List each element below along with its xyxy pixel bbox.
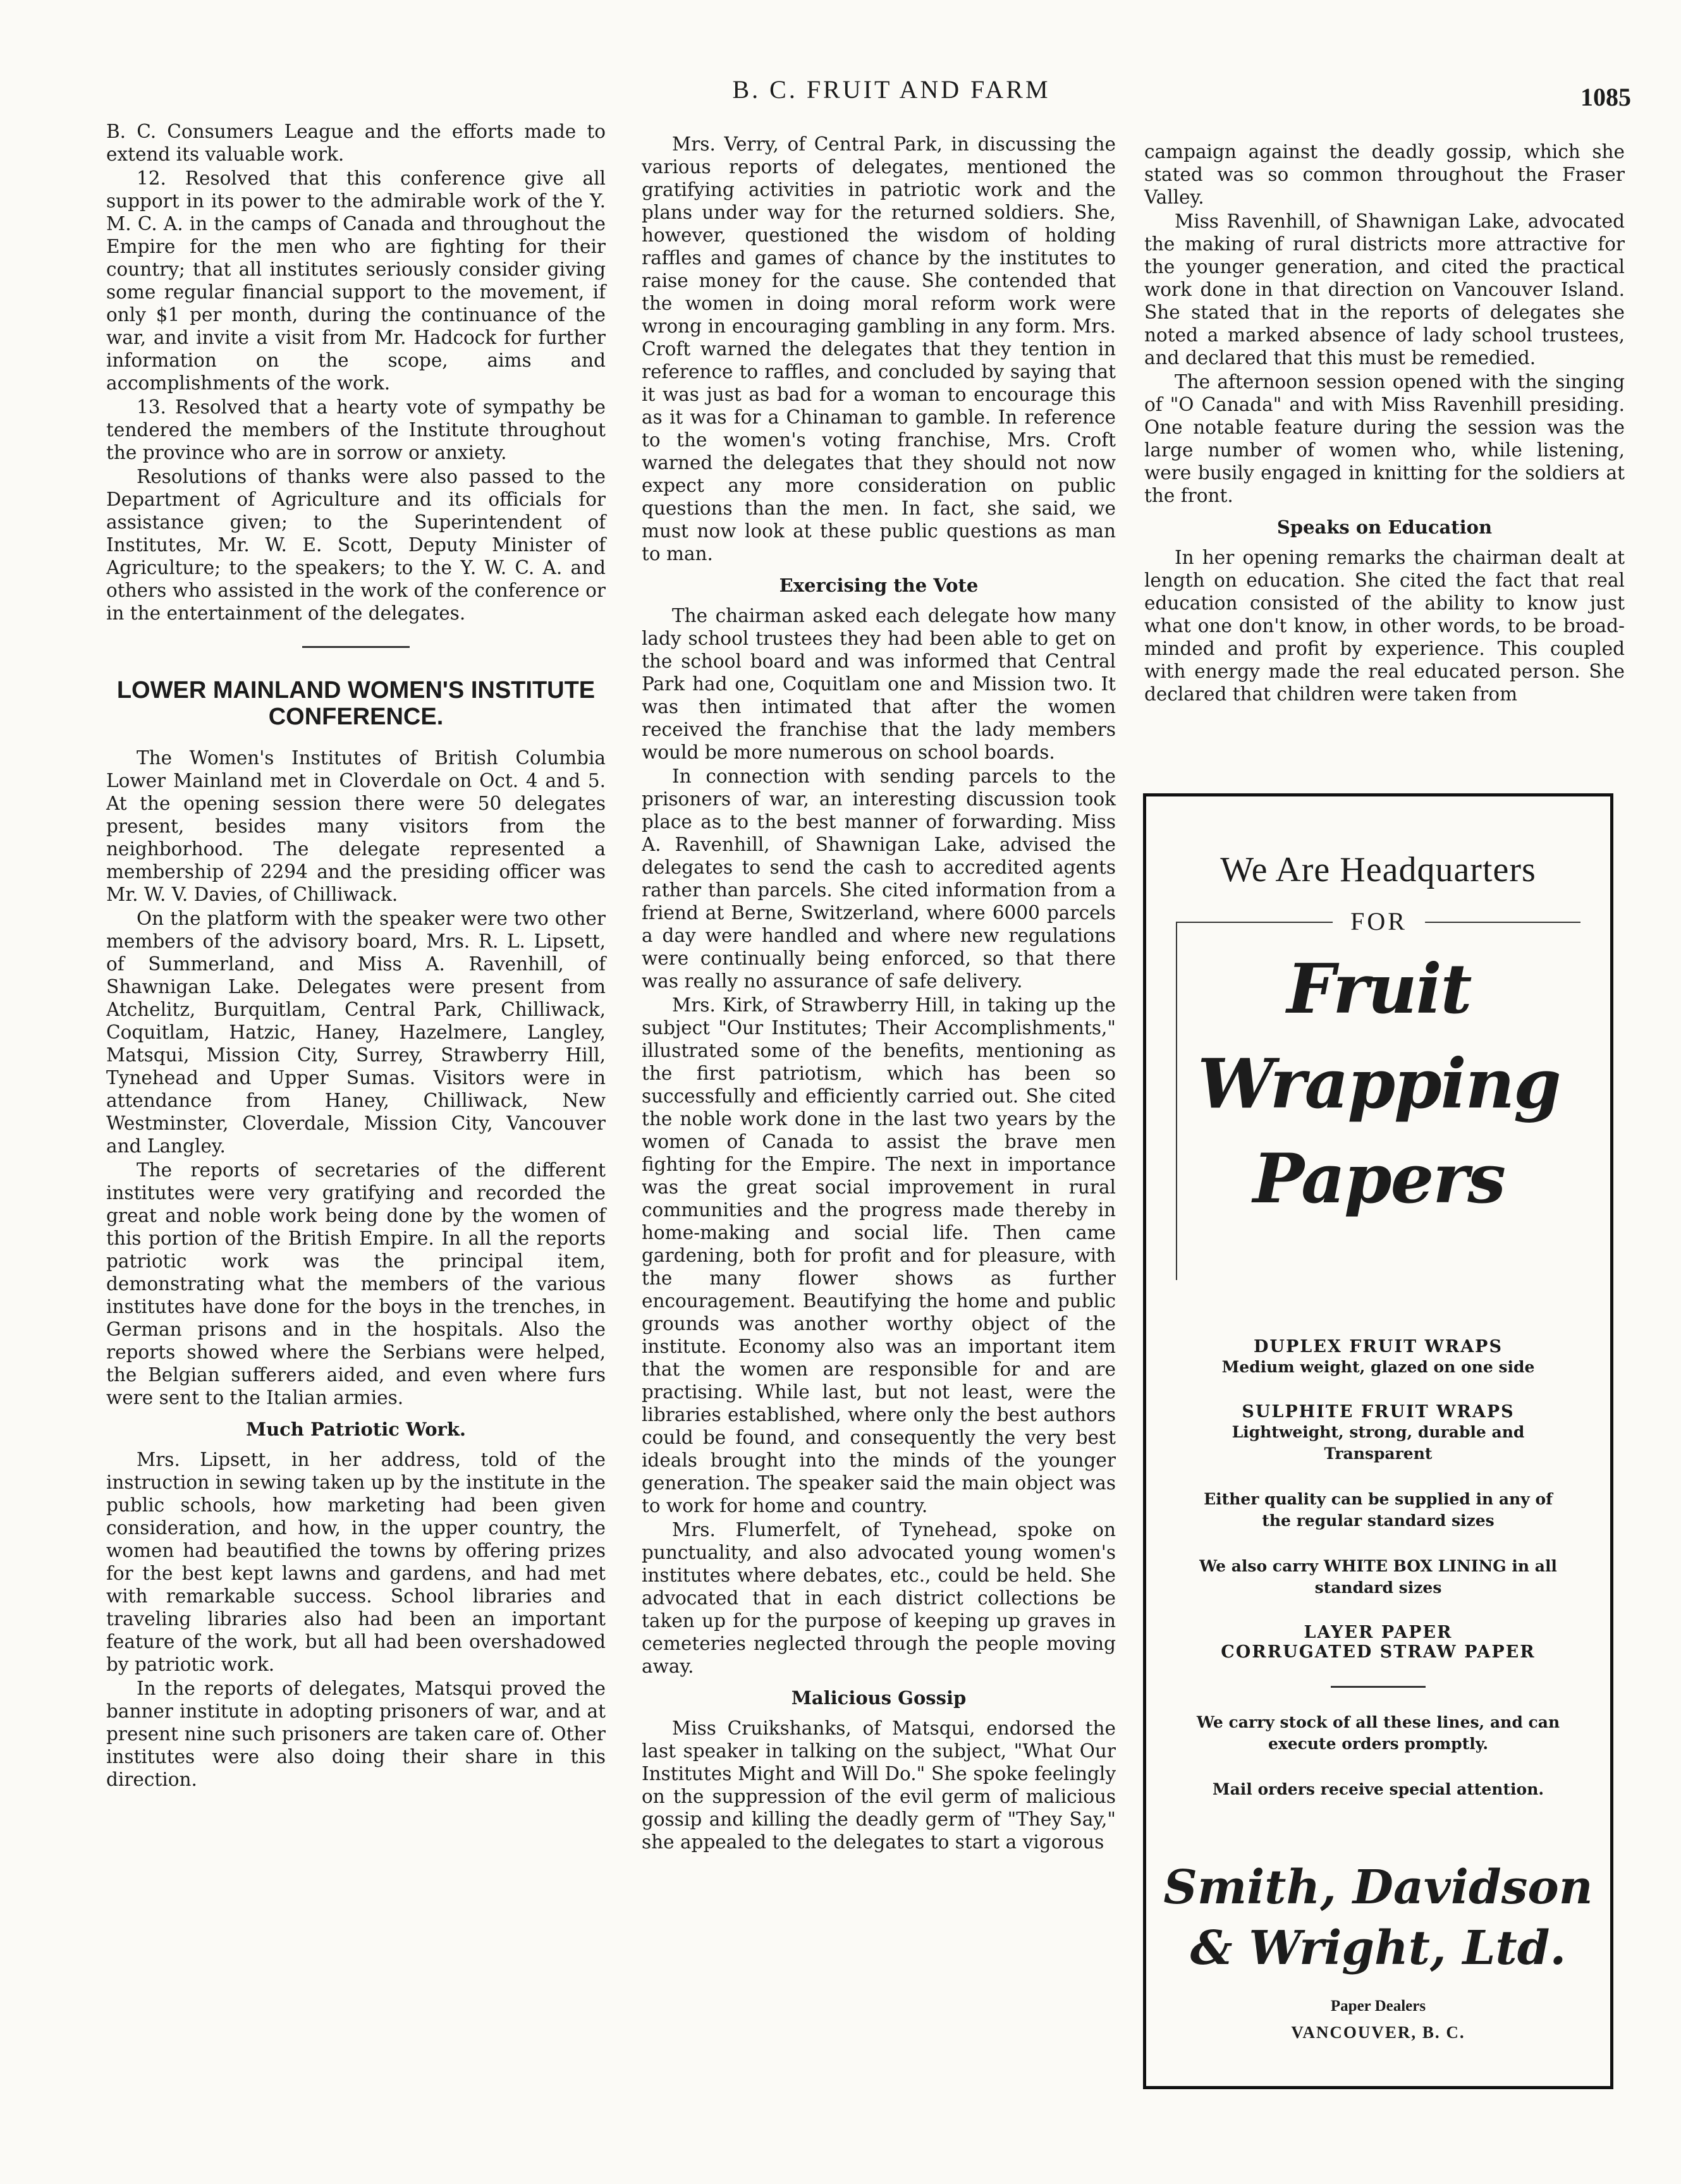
advertisement <box>1143 793 1613 2089</box>
column-1 <box>106 120 606 1791</box>
subheading: Speaks on Education <box>1276 516 1493 538</box>
paragraph: Mrs. Kirk, of Strawberry Hill, in taking up the subject "Our Institutes; Their Accomplishments," illustrated some of the benefits, mentioning as the first patriotism, which has been so successfully and efficiently carried out. She cited the noble work done in the last two years by the women of Canada to assist the brave men fighting for the Empire. The next in importance was the great social improvement in rural communities and the progress made thereby in home-making and social life. Then came gardening, both for profit and for pleasure, with the many flower shows as further encouragement. Beautifying the home and public grounds was another worthy object of the institute. Economy also was an important item that the women are responsible for and are practising. While last, but not least, were the libraries established, where only the best authors could be found, and consequently the very best ideals brought into the minds of the younger generation. The speaker said the main object was to work for home and country. <box>642 994 1116 1516</box>
column-3 <box>1144 140 1625 705</box>
paragraph: The Women's Institutes of British Columbia Lower Mainland met in Cloverdale on Oct. 4 and 5. At the opening session there were 50 delegates present, besides many visitors from the neighborhood. The delegate represented a membership of 2294 and the presiding officer was Mr. W. V. Davies, of Chilliwack. <box>106 747 606 905</box>
ad-city: VANCOUVER, B. C. <box>1291 2023 1465 2042</box>
ad-big-papers: Papers <box>1252 1139 1505 1219</box>
product-desc: Medium weight, glazed on one side <box>1221 1358 1535 1376</box>
ad-dealer: Paper Dealers <box>1330 1998 1426 2015</box>
subheading: Malicious Gossip <box>791 1687 967 1709</box>
page-number: 1085 <box>1580 83 1631 111</box>
paragraph: Mrs. Lipsett, in her address, told of the instruction in sewing taken up by the institute in the public schools, how marketing had been given consideration, and how, in the upper country, the women had beautified the towns by offering prizes for the best kept lawns and gardens, and had met with remarkable success. School libraries and traveling libraries also had been an important feature of the work, but all had been overshadowed by patriotic work. <box>106 1449 606 1675</box>
ad-frame <box>1176 907 1580 1280</box>
article-title: LOWER MAINLAND WOMEN'S INSTITUTE CONFERENCE. <box>116 677 596 730</box>
product-title: CORRUGATED STRAW PAPER <box>1221 1642 1536 1662</box>
paragraph: In her opening remarks the chairman dealt at length on education. She cited the fact that real education consisted of the ability to know just what one don't know, in other words, to be broad-minded and profit by experience. This coupled with energy made the real educated person. She declared that children were taken from <box>1144 547 1625 705</box>
column-2 <box>642 133 1116 1853</box>
ad-products <box>1146 1337 1610 1800</box>
product-title: SULPHITE FRUIT WRAPS <box>1242 1402 1515 1422</box>
running-title: B. C. FRUIT AND FARM <box>732 75 1051 104</box>
product-desc: Lightweight, strong, durable and Transparent <box>1232 1423 1525 1463</box>
ad-headline: We Are Headquarters <box>1220 850 1536 889</box>
ad-quality-note: Either quality can be supplied in any of the regular standard sizes <box>1204 1490 1553 1530</box>
paragraph: On the platform with the speaker were two other members of the advisory board, Mrs. R. L. Lipsett, of Summerland, and Miss A. Ravenhill, of Shawnigan Lake. Delegates were present from Atchelitz, Burquitlam, Central Park, Chilliwack, Coquitlam, Hatzic, Haney, Hazelmere, Langley, Matsqui, Mission City, Surrey, Strawberry Hill, Tynehead and Upper Sumas. Visitors were in attendance from Haney, Chilliwack, New Westminster, Cloverdale, Mission City, Vancouver and Langley. <box>106 908 606 1157</box>
paragraph: Miss Ravenhill, of Shawnigan Lake, advocated the making of rural districts more attractive for the younger generation, and cited the practical work done in that direction on Vancouver Island. She stated that in the reports of delegates she noted a marked absence of lady school trustees, and declared that this must be remedied. <box>1144 210 1625 369</box>
ad-divider <box>1331 1686 1426 1688</box>
ad-mail-note: Mail orders receive special attention. <box>1212 1780 1544 1798</box>
ad-big-fruit: Fruit <box>1287 949 1471 1029</box>
paragraph: In connection with sending parcels to the prisoners of war, an interesting discussion took place as to the best manner of forwarding. Miss A. Ravenhill, of Shawnigan Lake, advised the delegates to send the cash to accredited agents rather than parcels. She cited information from a friend at Berne, Switzerland, where 6000 parcels a day were handled and where new regulations were continually being enforced, so that there was really no assurance of safe delivery. <box>642 766 1116 992</box>
paragraph: Mrs. Flumerfelt, of Tynehead, spoke on punctuality, and also advocated young women's institutes where debates, etc., could be held. She advocated that in each district collections be taken up for the purpose of keeping up graves in cemeteries neglected through the people moving away. <box>642 1519 1116 1677</box>
paragraph: B. C. Consumers League and the efforts made to extend its valuable work. <box>106 121 606 165</box>
subheading: Exercising the Vote <box>779 575 979 596</box>
paragraph: campaign against the deadly gossip, which she stated was so common throughout the Fraser Valley. <box>1144 141 1625 208</box>
paragraph: 12. Resolved that this conference give all support in its power to the admirable work of the Y. M. C. A. in the camps of Canada and throughout the Empire for the men who are fighting for their country; that all institutes seriously consider giving some regular financial support to the movement, if only $1 per month, during the continuance of the war, and invite a visit from Mr. Hadcock for further information on the scope, aims and accomplishments of the work. <box>106 168 606 394</box>
section-divider <box>302 646 410 648</box>
paragraph: 13. Resolved that a hearty vote of sympathy be tendered the members of the Institute throughout the province who are in sorrow or anxiety. <box>106 396 606 463</box>
product-title: LAYER PAPER <box>1304 1623 1453 1642</box>
paragraph: In the reports of delegates, Matsqui proved the banner institute in adopting prisoners of war, and at present nine such prisoners are taken care of. Other institutes were also doing their share in this direction. <box>106 1678 606 1790</box>
subheading: Much Patriotic Work. <box>245 1418 467 1440</box>
ad-for: FOR <box>1333 906 1425 936</box>
ad-stock-note: We carry stock of all these lines, and can execute orders promptly. <box>1196 1713 1560 1753</box>
paragraph: The chairman asked each delegate how many lady school trustees they had been able to get on the school board and was informed that Central Park had one, Coquitlam one and Mission two. It was then intimated that after the women received the franchise that the lady members would be more numerous on school boards. <box>642 605 1116 763</box>
product-title: DUPLEX FRUIT WRAPS <box>1254 1337 1503 1357</box>
paragraph: Miss Cruikshanks, of Matsqui, endorsed the last speaker in talking on the subject, "What Our Institutes Might and Will Do." She spoke feelingly on the suppression of the evil germ of malicious gossip and killing the deadly germ of "They Say," she appealed to the delegates to start a vigorous <box>642 1717 1116 1853</box>
ad-whitebox-note: We also carry WHITE BOX LINING in all standard sizes <box>1199 1557 1557 1597</box>
ad-company: Smith, Davidson & Wright, Ltd. <box>1163 1860 1593 1975</box>
paragraph: The reports of secretaries of the different institutes were very gratifying and recorded the great and noble work being done by the women of this portion of the British Empire. In all the reports patriotic work was the principal item, demonstrating what the members of the various institutes have done for the boys in the trenches, in German prisons and in the hospitals. Also the reports showed where the Serbians were helped, the Belgian sufferers aided, and even where furs were sent to the Italian armies. <box>106 1159 606 1408</box>
paragraph: The afternoon session opened with the singing of "O Canada" and with Miss Ravenhill presiding. One notable feature during the session was the large number of women who, while listening, were busily engaged in knitting for the soldiers at the front. <box>1144 371 1625 506</box>
ad-big-wrapping: Wrapping <box>1197 1044 1560 1124</box>
paragraph: Mrs. Verry, of Central Park, in discussing the various reports of delegates, mentioned the gratifying activities in patriotic work and the plans under way for the returned soldiers. She, however, questioned the wisdom of holding raffles and games of chance by the institutes to raise money for the cause. She contended that the women in doing moral reform work were wrong in encouraging gambling in any form. Mrs. Croft warned the delegates that they tention in reference to raffles, and concluded by saying that it was just as bad for a woman to encourage this as it was for a Chinaman to gamble. In reference to the women's voting franchise, Mrs. Croft warned the delegates that they should not now expect any more consideration on public questions than the men. In fact, she said, we must now look at these public questions as man to man. <box>642 133 1116 564</box>
paragraph: Resolutions of thanks were also passed to the Department of Agriculture and its officials for assistance given; to the Superintendent of Institutes, Mr. W. E. Scott, Deputy Minister of Agriculture; to the speakers; to the Y. W. C. A. and others who assisted in the work of the conference or in the entertainment of the delegates. <box>106 466 606 624</box>
